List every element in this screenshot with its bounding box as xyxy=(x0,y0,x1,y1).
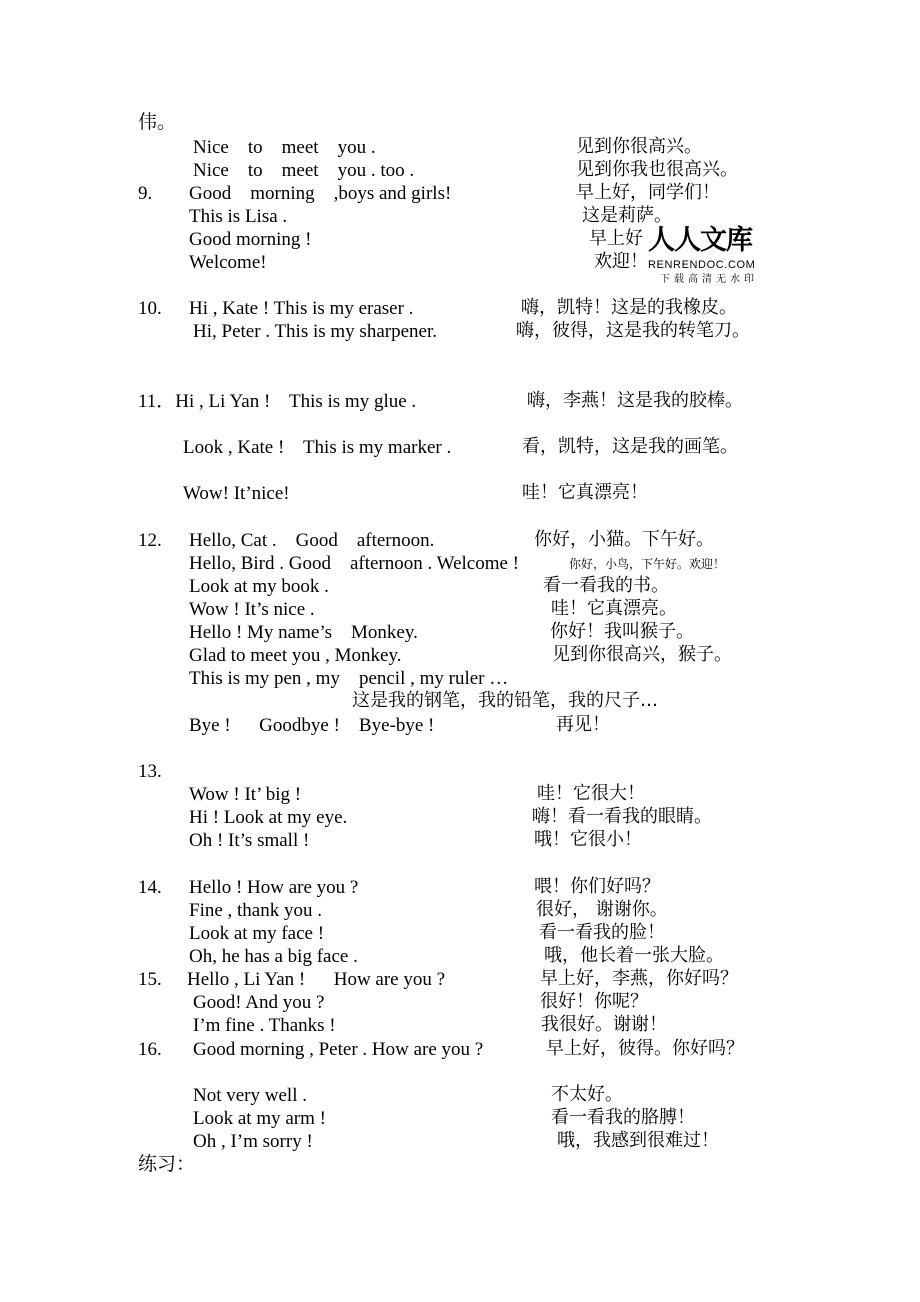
chinese-translation: 你好，小猫。下午好。 xyxy=(534,529,714,550)
english-line: Look at my face ! xyxy=(189,923,325,944)
english-line: 16. xyxy=(138,1039,162,1060)
chinese-translation: 早上好，彼得。你好吗？ xyxy=(546,1038,744,1059)
english-line: This is my pen , my pencil , my ruler … xyxy=(189,668,509,689)
chinese-translation: 嗨，凯特！这是的我橡皮。 xyxy=(521,297,737,318)
english-line: Hello, Cat . Good afternoon. xyxy=(189,530,435,551)
chinese-translation: 很好， 谢谢你。 xyxy=(536,899,668,920)
english-line: Good morning ! xyxy=(189,229,312,250)
english-line: 伟。 xyxy=(138,112,177,133)
english-line: Look at my arm ! xyxy=(193,1108,326,1129)
chinese-translation: 再见！ xyxy=(556,714,610,735)
chinese-translation: 看一看我的书。 xyxy=(543,575,669,596)
chinese-translation: 哇！它真漂亮。 xyxy=(551,598,677,619)
english-line: Fine , thank you . xyxy=(189,900,322,921)
chinese-translation: 你好，小鸟，下午好。欢迎！ xyxy=(569,557,726,571)
english-line: Nice to meet you . xyxy=(193,137,376,158)
english-line: I’m fine . Thanks ! xyxy=(193,1015,336,1036)
english-line: Hello ! How are you ? xyxy=(189,877,359,898)
english-line: 15. xyxy=(138,969,162,990)
chinese-translation: 哇！它很大！ xyxy=(537,783,645,804)
english-line: Glad to meet you , Monkey. xyxy=(189,645,402,666)
chinese-translation: 哦，他长着一张大脸。 xyxy=(544,945,724,966)
english-line: 10. xyxy=(138,298,162,319)
renrendoc-watermark xyxy=(646,227,774,289)
chinese-translation: 见到你我也很高兴。 xyxy=(576,159,738,180)
english-line: 14. xyxy=(138,877,162,898)
chinese-translation: 早上好，李燕，你好吗？ xyxy=(540,968,738,989)
english-line: 12. xyxy=(138,530,162,551)
chinese-translation: 欢迎！ xyxy=(594,251,648,272)
english-line: 13. xyxy=(138,761,162,782)
chinese-translation: 嗨！看一看我的眼睛。 xyxy=(532,806,712,827)
chinese-translation: 看一看我的脸！ xyxy=(539,922,665,943)
watermark-title: 人人文库 xyxy=(648,225,752,256)
english-line: Bye ! Goodbye ! Bye-bye ! xyxy=(189,715,435,736)
english-line: Good morning , Peter . How are you ? xyxy=(193,1039,484,1060)
chinese-translation: 你好！我叫猴子。 xyxy=(550,621,694,642)
watermark-subtitle: 下载高清无水印 xyxy=(660,274,758,285)
chinese-translation: 喂！你们好吗？ xyxy=(534,876,660,897)
english-line: Hello, Bird . Good afternoon . Welcome ! xyxy=(189,553,520,574)
chinese-translation: 哇！它真漂亮！ xyxy=(522,482,648,503)
english-line: Look , Kate ! This is my marker . xyxy=(183,437,452,458)
chinese-translation: 见到你很高兴。 xyxy=(576,136,702,157)
english-line: 11．Hi , Li Yan ! This is my glue . xyxy=(138,391,417,412)
english-line: Good morning ,boys and girls! xyxy=(189,183,452,204)
chinese-translation: 嗨，李燕！这是我的胶棒。 xyxy=(527,390,743,411)
english-line: Look at my book . xyxy=(189,576,329,597)
chinese-translation: 早上好 xyxy=(589,228,643,249)
chinese-translation: 看，凯特，这是我的画笔。 xyxy=(522,436,738,457)
english-line: Welcome! xyxy=(189,252,267,273)
chinese-translation: 见到你很高兴，猴子。 xyxy=(552,644,732,665)
english-line: Wow ! It’ big ! xyxy=(189,784,302,805)
chinese-translation: 这是莉萨。 xyxy=(582,205,672,226)
chinese-translation: 这是我的钢笔，我的铅笔，我的尺子… xyxy=(352,690,658,711)
english-line: 9. xyxy=(138,183,153,204)
english-line: This is Lisa . xyxy=(189,206,288,227)
english-line: Oh ! It’s small ! xyxy=(189,830,310,851)
english-line: Good! And you ? xyxy=(193,992,325,1013)
chinese-translation: 很好！你呢？ xyxy=(540,991,648,1012)
chinese-translation: 不太好。 xyxy=(551,1084,623,1105)
english-line: Oh, he has a big face . xyxy=(189,946,358,967)
english-line: Hello , Li Yan ! How are you ? xyxy=(187,969,446,990)
chinese-translation: 哦，我感到很难过！ xyxy=(557,1130,719,1151)
english-line: Nice to meet you . too . xyxy=(193,160,415,181)
chinese-translation: 哦！它很小！ xyxy=(534,829,642,850)
english-line: 练习： xyxy=(138,1154,196,1175)
chinese-translation: 我很好。谢谢！ xyxy=(541,1014,667,1035)
chinese-translation: 早上好，同学们！ xyxy=(576,182,720,203)
chinese-translation: 看一看我的胳膊！ xyxy=(551,1107,695,1128)
english-line: Hi ! Look at my eye. xyxy=(189,807,348,828)
english-line: Wow! It’nice! xyxy=(183,483,290,504)
english-line: Oh , I’m sorry ! xyxy=(193,1131,313,1152)
english-line: Not very well . xyxy=(193,1085,307,1106)
chinese-translation: 嗨，彼得，这是我的转笔刀。 xyxy=(516,320,750,341)
english-line: Wow ! It’s nice . xyxy=(189,599,315,620)
english-line: Hello ! My name’s Monkey. xyxy=(189,622,418,643)
english-line: Hi, Peter . This is my sharpener. xyxy=(193,321,437,342)
watermark-url: RENRENDOC.COM xyxy=(648,259,756,271)
english-line: Hi , Kate ! This is my eraser . xyxy=(189,298,414,319)
